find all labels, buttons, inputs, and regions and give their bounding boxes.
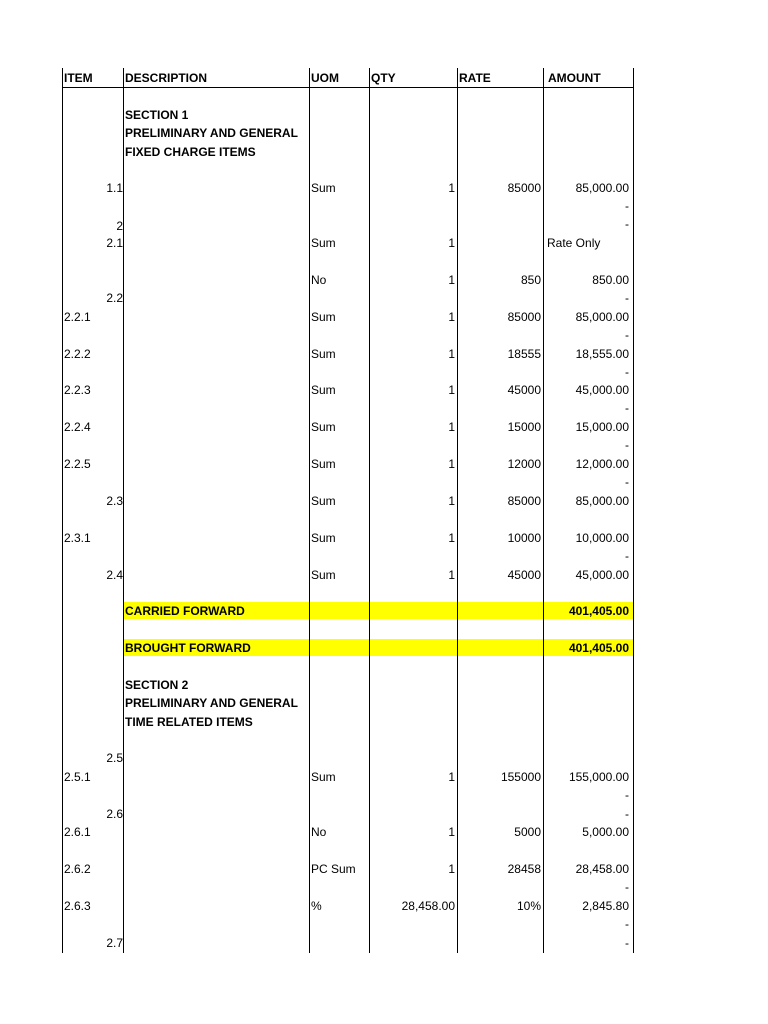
rate-cell: 45000 xyxy=(507,568,541,582)
qty-cell: 1 xyxy=(448,531,455,545)
uom-cell: Sum xyxy=(311,457,336,471)
amount-cell: - xyxy=(625,917,629,931)
item-description: SECTION 1 xyxy=(125,108,189,122)
header-qty: QTY xyxy=(371,71,396,85)
rate-cell: 850 xyxy=(520,273,541,287)
item-number: 2.5.1 xyxy=(64,770,91,784)
amount-cell: - xyxy=(625,936,629,950)
header-item: ITEM xyxy=(64,71,93,85)
amount-cell: 5,000.00 xyxy=(582,825,629,839)
uom-cell: No xyxy=(311,825,327,839)
amount-cell: 850.00 xyxy=(592,273,629,287)
rate-cell: 10% xyxy=(516,899,541,913)
amount-cell: - xyxy=(625,788,629,802)
item-number: 2.2.1 xyxy=(64,310,91,324)
amount-cell: - xyxy=(625,807,629,821)
amount-cell: - xyxy=(625,328,629,342)
item-description: CARRIED FORWARD xyxy=(125,604,245,618)
uom-cell: Sum xyxy=(311,770,336,784)
column-border-rate xyxy=(457,68,458,953)
column-border-qty xyxy=(369,68,370,953)
amount-cell: 45,000.00 xyxy=(575,383,629,397)
rate-cell: 85000 xyxy=(507,181,541,195)
item-description: PRELIMINARY AND GENERAL xyxy=(125,126,298,140)
qty-cell: 1 xyxy=(448,383,455,397)
amount-cell: - xyxy=(625,365,629,379)
uom-cell: Sum xyxy=(311,420,336,434)
item-description: FIXED CHARGE ITEMS xyxy=(125,145,256,159)
uom-cell: % xyxy=(311,899,322,913)
qty-cell: 1 xyxy=(448,825,455,839)
rate-cell: 18555 xyxy=(507,347,541,361)
amount-cell: 28,458.00 xyxy=(575,862,629,876)
amount-cell: 85,000.00 xyxy=(575,310,629,324)
amount-cell: - xyxy=(625,401,629,415)
item-number: 2.2 xyxy=(106,291,123,305)
item-number: 2.2.2 xyxy=(64,347,91,361)
qty-cell: 1 xyxy=(448,770,455,784)
qty-cell: 1 xyxy=(448,568,455,582)
amount-cell: - xyxy=(625,291,629,305)
rate-cell: 15000 xyxy=(507,420,541,434)
header-bottom-border xyxy=(62,87,634,88)
amount-cell: - xyxy=(625,217,629,231)
item-number: 2.4 xyxy=(106,568,123,582)
uom-cell: Sum xyxy=(311,347,336,361)
item-number: 2 xyxy=(116,219,123,233)
rate-cell: 45000 xyxy=(507,383,541,397)
qty-cell: 1 xyxy=(448,862,455,876)
header-rate: RATE xyxy=(459,71,491,85)
qty-cell: 1 xyxy=(448,273,455,287)
amount-cell: 10,000.00 xyxy=(575,531,629,545)
qty-cell: 1 xyxy=(448,181,455,195)
rate-cell: 155000 xyxy=(500,770,541,784)
amount-cell: - xyxy=(625,199,629,213)
amount-cell: 85,000.00 xyxy=(575,494,629,508)
uom-cell: Sum xyxy=(311,310,336,324)
amount-cell: 401,405.00 xyxy=(568,604,629,618)
item-number: 2.6.1 xyxy=(64,825,91,839)
item-number: 2.5 xyxy=(106,751,123,765)
amount-cell: - xyxy=(625,549,629,563)
amount-cell: - xyxy=(625,880,629,894)
qty-cell: 1 xyxy=(448,347,455,361)
rate-cell: 10000 xyxy=(507,531,541,545)
amount-cell: 85,000.00 xyxy=(575,181,629,195)
qty-cell: 1 xyxy=(448,310,455,324)
uom-cell: Sum xyxy=(311,181,336,195)
item-number: 2.6 xyxy=(106,807,123,821)
amount-cell: Rate Only xyxy=(547,236,601,250)
item-number: 2.1 xyxy=(106,236,123,250)
uom-cell: Sum xyxy=(311,494,336,508)
uom-cell: Sum xyxy=(311,383,336,397)
amount-cell: 2,845.80 xyxy=(582,899,629,913)
column-border-end xyxy=(633,68,634,953)
item-description: TIME RELATED ITEMS xyxy=(125,715,253,729)
item-number: 1.1 xyxy=(106,181,123,195)
item-number: 2.3 xyxy=(106,494,123,508)
amount-cell: 401,405.00 xyxy=(568,641,629,655)
item-description: BROUGHT FORWARD xyxy=(125,641,251,655)
item-number: 2.2.4 xyxy=(64,420,91,434)
amount-cell: 18,555.00 xyxy=(575,347,629,361)
item-number: 2.6.2 xyxy=(64,862,91,876)
amount-cell: 15,000.00 xyxy=(575,420,629,434)
item-number: 2.3.1 xyxy=(64,531,91,545)
uom-cell: No xyxy=(311,273,327,287)
column-border-amount xyxy=(543,68,544,953)
item-number: 2.2.3 xyxy=(64,383,91,397)
amount-cell: 12,000.00 xyxy=(575,457,629,471)
column-border-uom xyxy=(309,68,310,953)
qty-cell: 1 xyxy=(448,420,455,434)
qty-cell: 1 xyxy=(448,457,455,471)
header-description: DESCRIPTION xyxy=(125,71,208,85)
rate-cell: 12000 xyxy=(507,457,541,471)
column-border-item xyxy=(62,68,63,953)
amount-cell: 45,000.00 xyxy=(575,568,629,582)
rate-cell: 28458 xyxy=(507,862,541,876)
qty-cell: 1 xyxy=(448,236,455,250)
rate-cell: 85000 xyxy=(507,310,541,324)
item-number: 2.6.3 xyxy=(64,899,91,913)
qty-cell: 1 xyxy=(448,494,455,508)
uom-cell: Sum xyxy=(311,531,336,545)
item-number: 2.2.5 xyxy=(64,457,91,471)
amount-cell: - xyxy=(625,438,629,452)
item-number: 2.7 xyxy=(106,936,123,950)
header-amount: AMOUNT xyxy=(548,71,601,85)
header-uom: UOM xyxy=(311,71,339,85)
amount-cell: 155,000.00 xyxy=(568,770,629,784)
item-description: SECTION 2 xyxy=(125,678,189,692)
uom-cell: Sum xyxy=(311,236,336,250)
qty-cell: 28,458.00 xyxy=(401,899,455,913)
uom-cell: PC Sum xyxy=(311,862,356,876)
amount-cell: - xyxy=(625,475,629,489)
rate-cell: 5000 xyxy=(514,825,541,839)
rate-cell: 85000 xyxy=(507,494,541,508)
uom-cell: Sum xyxy=(311,568,336,582)
item-description: PRELIMINARY AND GENERAL xyxy=(125,696,298,710)
column-border-desc xyxy=(123,68,124,953)
